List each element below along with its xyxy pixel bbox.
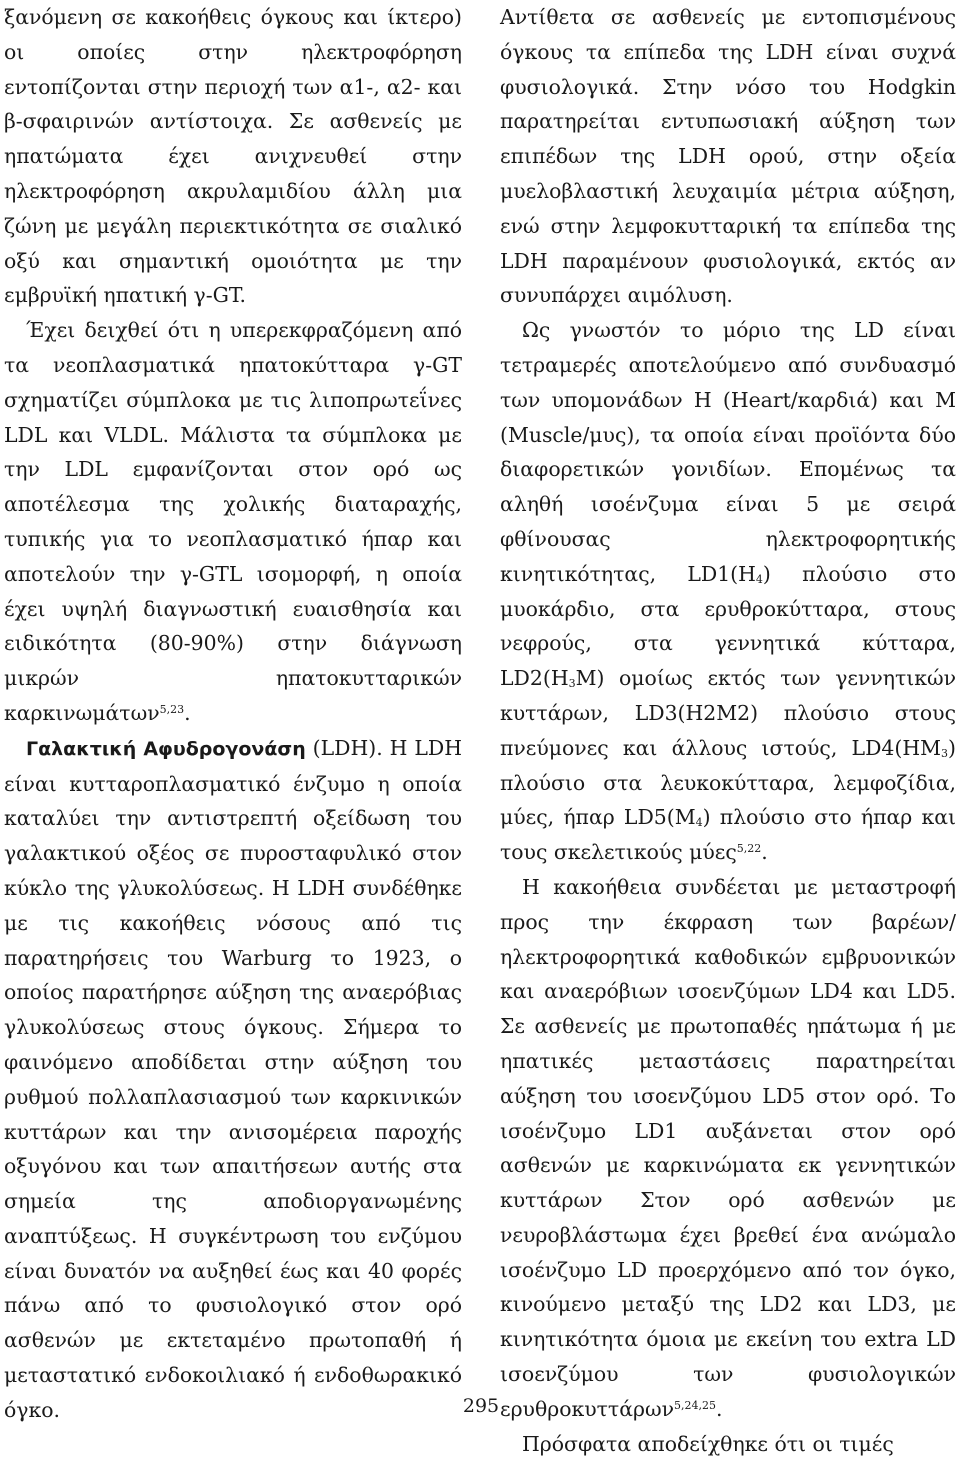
page-number: 295: [462, 1395, 500, 1417]
punctuation: .: [715, 1396, 723, 1421]
section-heading-ldh: Γαλακτική Αφυδρογονάση: [26, 737, 306, 760]
subscript: 3: [941, 746, 949, 760]
right-column: [500, 0, 956, 1461]
subscript: 3: [568, 677, 576, 691]
paragraph-ggt-complexes: [4, 313, 462, 731]
left-column: [4, 0, 462, 1428]
reference-superscript: 5,22: [736, 842, 762, 856]
paragraph-ldh-localized: Αντίθετα σε ασθενείς με εντοπισμένους όγκους τα επίπεδα της LDH είναι συχνά φυσιολογικά. Στην νόσο του Hodgkin παρατηρείται εντυπωσιακή αύξηση των επιπέδων της LDH ορού, στην οξεία μυελοβλαστική λευχαιμία μέτρια αύξηση, ενώ στην λεμφοκυτταρική τα επίπεδα της LDH παραμένουν φυσιολογικά, εκτός αν συνυπάρχει αιμόλυση.: [500, 5, 956, 308]
paragraph-text: ) πλούσιο στο μυοκάρδιο, στα ερυθροκύτταρα, στους νεφρούς, στα γεννητικά κύτταρα, LD2(H: [500, 561, 956, 691]
paragraph-text: Ως γνωστόν το μόριο της LD είναι τετραμερές αποτελούμενο από συνδυασμό των υπομονάδων Η (Heart/καρδιά) και Μ (Muscle/μυς), τα οποία είναι προϊόντα δύο διαφορετικών γονιδίων. Επομένως τα αληθή ισοένζυμα είναι 5 με σειρά φθίνουσας ηλεκτροφορητικής κινητικότητας, LD1(H: [500, 318, 956, 586]
paragraph-text: (LDH). Η LDH είναι κυτταροπλασματικό ένζυμο η οποία καταλύει την αντιστρεπτή οξείδωση του γαλακτικού οξέος σε πυροσταφυλικό στον κύκλο της γλυκολύσεως. Η LDH συνδέθηκε με τις κακοήθεις νόσους από τις παρατηρήσεις του Warburg το 1923, ο οποίος παρατήρησε αύξηση της αναερόβιας γλυκολύσεως στους όγκους. Σήμερα το φαινόμενο αποδίδεται στην αύξηση του ρυθμού πολλαπλασιασμού των καρκινικών κυττάρων και την ανισομέρεια παροχής οξυγόνου και των απαιτήσεων αυτής στα σημεία της αποδιοργανωμένης αναπτύξεως. Η συγκέντρωση του ενζύμου είναι δυνατόν να αυξηθεί έως και 40 φορές πάνω από το φυσιολογικό στον ορό ασθενών με εκτεταμένο πρωτοπαθή ή μεταστατικό ενδοκοιλιακό ή ενδοθωρακικό όγκο.: [4, 735, 462, 1422]
paragraph-recent-findings: Πρόσφατα αποδείχθηκε ότι οι τιμές: [522, 1431, 894, 1456]
paragraph-text: Έχει δειχθεί ότι η υπερεκφραζόμενη από τα νεοπλασματικά ηπατοκύτταρα γ-GT σχηματίζει σύμπλοκα με τις λιποπρωτεΐνες LDL και VLDL. Μάλιστα τα σύμπλοκα με την LDL εμφανίζονται στον ορό ως αποτέλεσμα της χολικής διαταραχής, τυπικής για το νεοπλασματικό ήπαρ και αποτελούν την γ-GTL ισομορφή, η οποία έχει υψηλή διαγνωστική ευαισθησία και ειδικότητα (80-90%) στην διάγνωση μικρών ηπατοκυτταρικών καρκινωμάτων: [4, 318, 462, 725]
reference-superscript: 5,23: [159, 702, 185, 716]
paragraph-malignancy-isoenzymes: [500, 870, 956, 1427]
paragraph-text: ) πλούσιο στα λευκοκύτταρα, λεμφοζίδια, μύες, ήπαρ LD5(M: [500, 735, 956, 830]
paragraph-ggt-isoforms: ξανόμενη σε κακοήθεις όγκους και ίκτερο) οι οποίες στην ηλεκτροφόρηση εντοπίζονται στην περιοχή των α1-, α2- και β-σφαιρινών αντίστοιχα. Σε ασθενείς με ηπατώματα έχει ανιχνευθεί στην ηλεκτροφόρηση ακρυλαμιδίου άλλη μια ζώνη με μεγάλη περιεκτικότητα σε σιαλικό οξύ και σημαντική ομοιότητα με την εμβρυϊκή ηπατική γ-GT.: [4, 5, 462, 308]
paragraph-ld-isoenzymes: [500, 313, 956, 870]
subscript: 4: [755, 572, 763, 586]
subscript: 4: [695, 816, 703, 830]
punctuation: .: [184, 700, 191, 725]
reference-superscript: 5,24,25: [673, 1398, 716, 1412]
paragraph-text: ) πλούσιο στο ήπαρ και τους σκελετικούς μύες: [500, 805, 956, 865]
punctuation: .: [761, 840, 768, 865]
paragraph-text: M) ομοίως εκτός των γεννητικών κυττάρων, LD3(H2M2) πλούσιο στους πνεύμονες και άλλους ιστούς, LD4(HM: [500, 666, 956, 760]
paragraph-text: Η κακοήθεια συνδέεται με μεταστροφή προς την έκφραση των βαρέων/ηλεκτροφορητικά καθοδικών εμβρυονικών και αναερόβιων ισοενζύμων LD4 και LD5. Σε ασθενείς με πρωτοπαθές ηπάτωμα ή με ηπατικές μεταστάσεις παρατηρείται αύξηση του ισοενζύμου LD5 στον ορό. Το ισοένζυμο LD1 αυξάνεται στον ορό ασθενών με καρκινώματα εκ γεννητικών κυττάρων Στον ορό ασθενών με νευροβλάστωμα έχει βρεθεί ένα ανώμαλο ισοένζυμο LD προερχόμενο από τον όγκο, κινούμενο μεταξύ της LD2 και LD3, με κινητικότητα όμοια με εκείνη του extra LD ισοενζύμου των φυσιολογικών ερυθροκυττάρων: [500, 874, 956, 1421]
paragraph-ldh: [4, 731, 462, 1428]
